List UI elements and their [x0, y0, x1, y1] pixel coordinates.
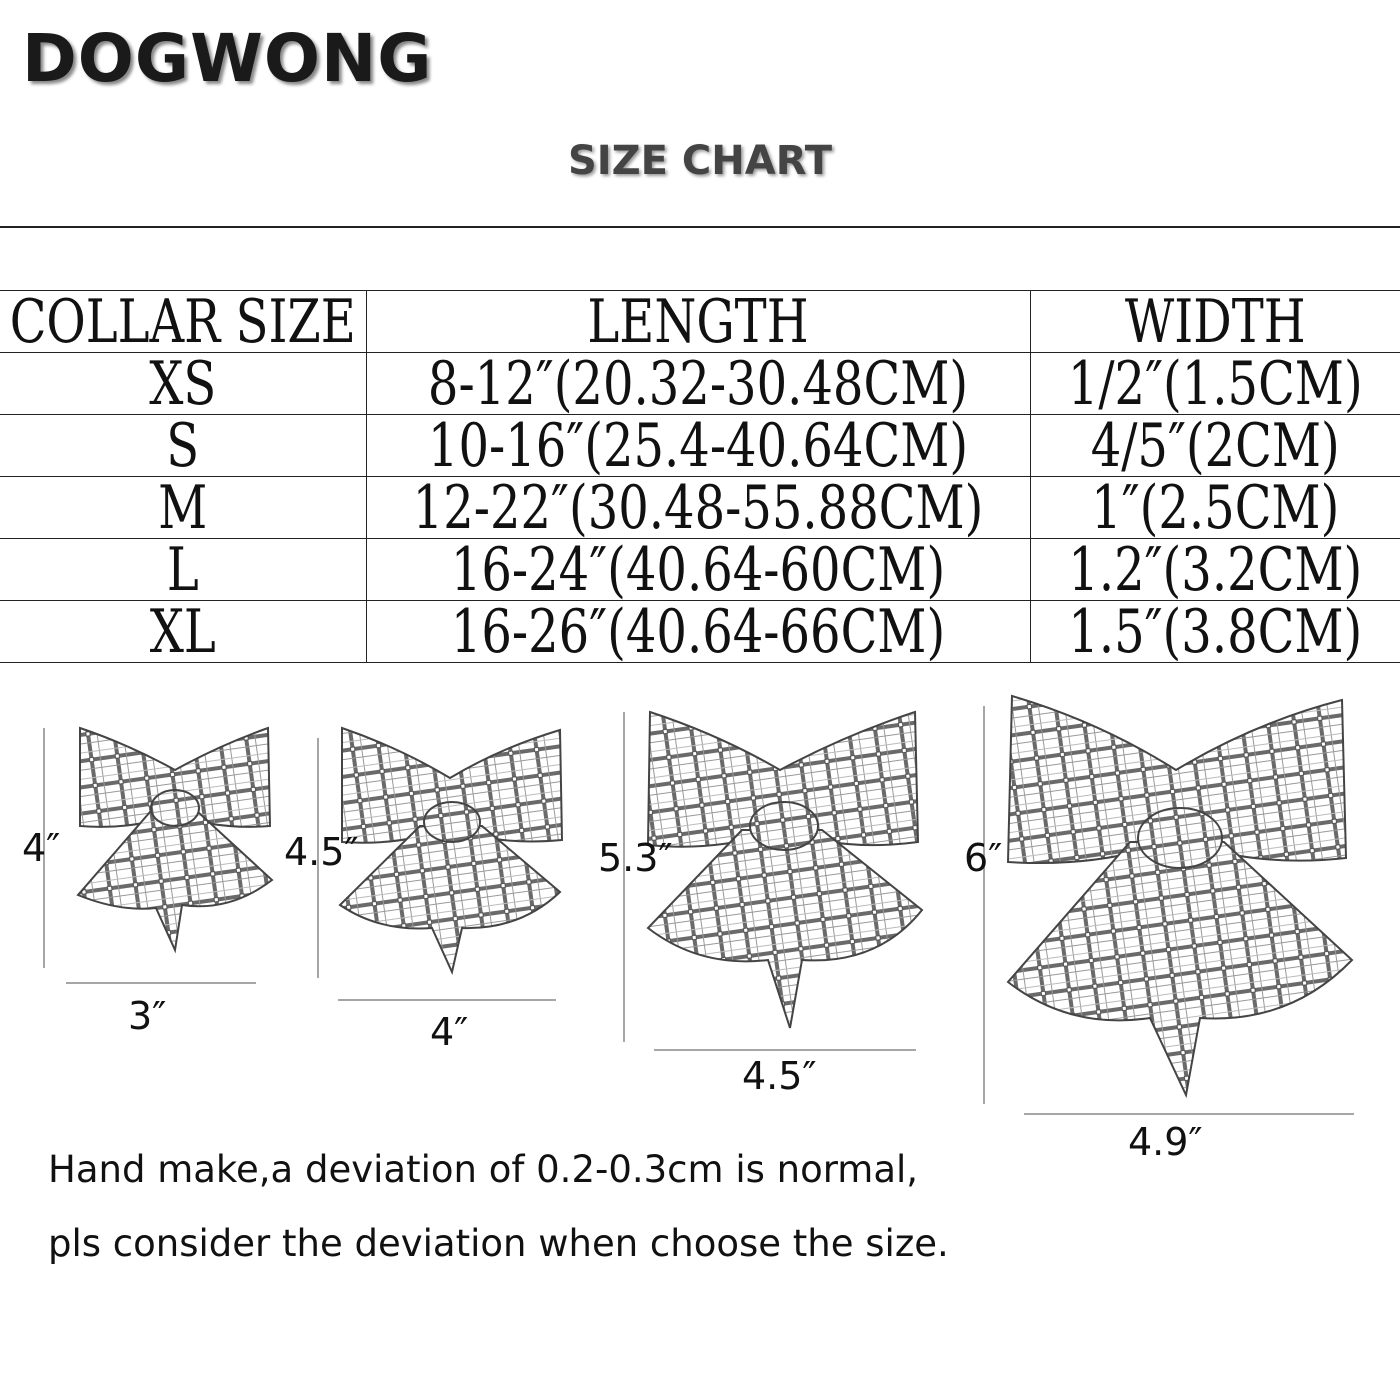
bow-knot — [1138, 808, 1222, 868]
size-cell: M — [0, 477, 366, 539]
bow-xs-width: 3″ — [128, 994, 167, 1038]
table-row — [0, 353, 1400, 415]
length-cell: 8-12″(20.32-30.48CM) — [366, 353, 1030, 415]
bow-knot — [750, 802, 818, 850]
length-cell: 16-26″(40.64-66CM) — [366, 601, 1030, 663]
size-cell: S — [0, 415, 366, 477]
table-header-row — [0, 291, 1400, 353]
size-cell: XS — [0, 353, 366, 415]
page-title: SIZE CHART — [567, 138, 833, 184]
bow-m — [624, 712, 922, 1050]
deviation-note-line-2: pls consider the deviation when choose the size. — [48, 1222, 949, 1265]
bow-s-width: 4″ — [430, 1010, 469, 1054]
width-cell: 1.2″(3.2CM) — [1030, 539, 1400, 601]
length-cell: 16-24″(40.64-60CM) — [366, 539, 1030, 601]
table-row — [0, 477, 1400, 539]
bow-l — [984, 696, 1354, 1114]
brand-logo: DOGWONG — [22, 20, 433, 97]
header-length: LENGTH — [366, 291, 1030, 353]
bow-illustrations — [0, 680, 1400, 1140]
bow-l-width: 4.9″ — [1128, 1120, 1203, 1164]
header-width: WIDTH — [1030, 291, 1400, 353]
size-cell: XL — [0, 601, 366, 663]
deviation-note-line-1: Hand make,a deviation of 0.2-0.3cm is normal, — [48, 1148, 919, 1191]
width-cell: 4/5″(2CM) — [1030, 415, 1400, 477]
bow-m-width: 4.5″ — [742, 1054, 817, 1098]
length-cell: 10-16″(25.4-40.64CM) — [366, 415, 1030, 477]
width-cell: 1/2″(1.5CM) — [1030, 353, 1400, 415]
table-row — [0, 415, 1400, 477]
bow-l-height: 6″ — [964, 836, 1003, 880]
width-cell: 1.5″(3.8CM) — [1030, 601, 1400, 663]
width-cell: 1″(2.5CM) — [1030, 477, 1400, 539]
table-row — [0, 601, 1400, 663]
size-table — [0, 290, 1400, 663]
divider — [0, 226, 1400, 228]
header-collar-size: COLLAR SIZE — [0, 291, 366, 353]
bow-knot — [151, 790, 199, 826]
bow-xs-height: 4″ — [22, 826, 61, 870]
bow-s-height: 4.5″ — [284, 830, 359, 874]
length-cell: 12-22″(30.48-55.88CM) — [366, 477, 1030, 539]
bow-tails — [1008, 842, 1352, 1095]
bow-xs — [44, 728, 272, 983]
table-row — [0, 539, 1400, 601]
bow-m-height: 5.3″ — [598, 836, 673, 880]
bow-knot — [424, 802, 480, 842]
bow-tails — [340, 826, 560, 972]
size-cell: L — [0, 539, 366, 601]
bow-tails — [78, 812, 272, 950]
bow-tails — [648, 830, 922, 1028]
